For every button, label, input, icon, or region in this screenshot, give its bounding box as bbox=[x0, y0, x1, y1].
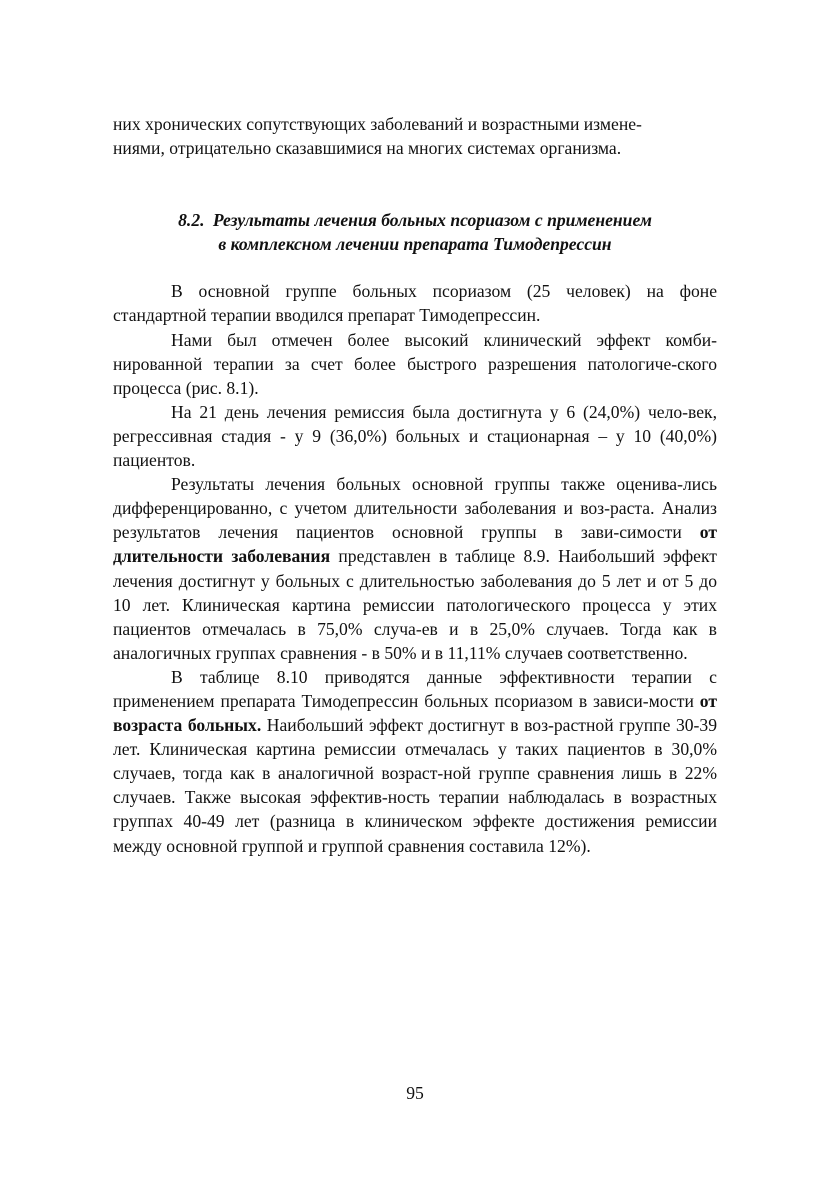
paragraph-5-bold: от возраста больных. bbox=[113, 690, 717, 736]
page-body bbox=[113, 112, 717, 858]
intro-line-1: них хронических сопутствующих заболеваний и возрастными измене- bbox=[113, 114, 642, 134]
paragraph-5-text-start: В таблице 8.10 приводятся данные эффективности терапии с применением препарата Тимодепрессин больных псориазом в зависи-мости bbox=[113, 666, 717, 711]
paragraph-2: Нами был отмечен более высокий клинический эффект комби-нированной терапии за счет более быстрого разрешения патологиче-ского процесса (рис. 8.1). bbox=[113, 329, 717, 398]
page-number: 95 bbox=[406, 1083, 424, 1103]
paragraph-3: На 21 день лечения ремиссия была достигнута у 6 (24,0%) чело-век, регрессивная стадия - у 9 (36,0%) больных и стационарная – у 10 (40,0%) пациентов. bbox=[113, 401, 717, 471]
paragraph-4 bbox=[113, 472, 717, 665]
section-title-line-2: в комплексном лечении препарата Тимодепрессин bbox=[218, 234, 612, 255]
paragraph-5 bbox=[113, 665, 717, 858]
paragraph-4-text-end: представлен в таблице 8.9. Наибольший эффект лечения достигнут у больных с длительностью заболевания до 5 лет и от 5 до 10 лет. Клиническая картина ремиссии патологического процесса у этих пациентов отмечалась в 75,0% случа-ев и в 25,0% случаев. Тогда как в аналогичных группах сравнения - в 50% и в 11,11% случаев соответственно. bbox=[113, 546, 717, 663]
paragraph-5-text-end: Наибольший эффект достигнут в воз-растной группе 30-39 лет. Клиническая картина ремиссии отмечалась у таких пациентов в 30,0% случаев, тогда как в аналогичной возраст-ной группе сравнения лишь в 22% случаев. Также высокая эффектив-ность терапии наблюдалась в возрастных группах 40-49 лет (разница в клиническом эффекте достижения ремиссии между основной группой и группой сравнения составила 12%). bbox=[113, 715, 717, 856]
paragraph-4-text-start: Результаты лечения больных основной группы также оценива-лись дифференцированно, с учетом длительности заболевания и воз-раста. Анализ результатов лечения пациентов основной группы в зави-симости bbox=[113, 474, 717, 543]
section-number: 8.2. bbox=[178, 210, 205, 231]
intro-paragraph bbox=[113, 112, 717, 160]
paragraph-4-bold: от длительности заболевания bbox=[113, 522, 717, 567]
section-title-line-1: Результаты лечения больных псориазом с применением bbox=[212, 210, 652, 231]
section-heading bbox=[113, 208, 717, 256]
paragraph-1: В основной группе больных псориазом (25 человек) на фоне стандартной терапии вводился препарат Тимодепрессин. bbox=[113, 281, 717, 326]
intro-line-2: ниями, отрицательно сказавшимися на многих системах организма. bbox=[113, 138, 622, 159]
